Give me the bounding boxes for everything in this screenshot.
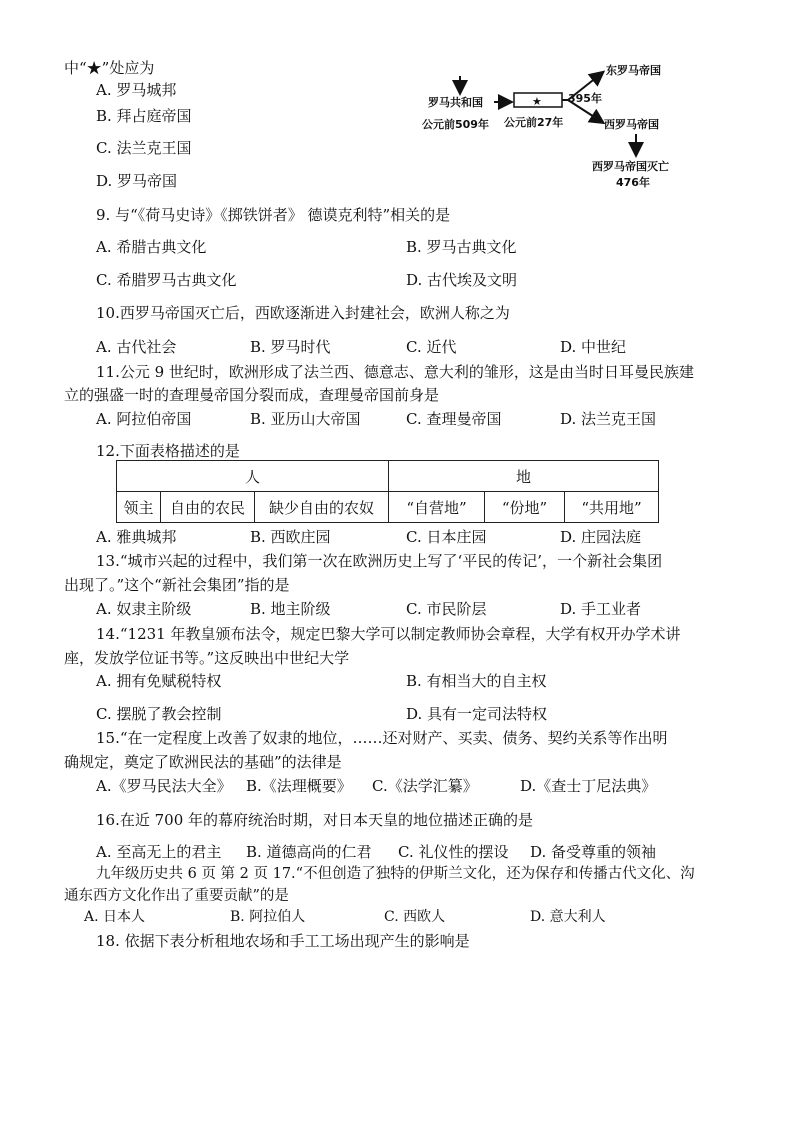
star-icon: ★	[532, 95, 542, 108]
q10-option-c: C. 近代	[406, 338, 457, 356]
table-cell: “自营地”	[389, 492, 485, 523]
q15-option-d: D.《查士丁尼法典》	[520, 777, 657, 795]
roman-timeline-diagram	[418, 56, 708, 196]
label-395: 395年	[568, 92, 602, 105]
q17-option-b: B. 阿拉伯人	[230, 909, 306, 925]
table-head-people: 人	[117, 461, 389, 492]
label-east-rome: 东罗马帝国	[606, 64, 661, 77]
q8-option-d: D. 罗马帝国	[96, 172, 178, 190]
q10-stem: 10.西罗马帝国灭亡后，西欧逐渐进入封建社会，欧洲人称之为	[96, 304, 510, 322]
q8-option-c: C. 法兰克王国	[96, 139, 192, 157]
q13-option-c: C. 市民阶层	[406, 600, 487, 618]
q17-option-c: C. 西欧人	[384, 909, 446, 925]
label-bc27: 公元前27年	[504, 116, 564, 129]
q14-stem-line1: 14.“1231 年教皇颁布法令，规定巴黎大学可以制定教师协会章程，大学有权开办学术讲	[96, 625, 681, 643]
q15-option-a: A.《罗马民法大全》	[96, 777, 232, 795]
q14-option-c: C. 摆脱了教会控制	[96, 705, 222, 723]
q16-option-c: C. 礼仪性的摆设	[398, 843, 509, 861]
q13-option-d: D. 手工业者	[560, 600, 642, 618]
q11-stem-line2: 立的强盛一时的查理曼帝国分裂而成，查理曼帝国前身是	[64, 386, 440, 404]
q13-option-a: A. 奴隶主阶级	[96, 600, 192, 618]
q8-stem: 中“★”处应为	[64, 59, 155, 77]
q10-option-b: B. 罗马时代	[250, 338, 331, 356]
q15-option-c: C.《法学汇纂》	[372, 777, 478, 795]
q14-option-d: D. 具有一定司法特权	[406, 705, 548, 723]
q13-stem-line2: 出现了。”这个“新社会集团”指的是	[64, 576, 290, 594]
q11-option-b: B. 亚历山大帝国	[250, 410, 361, 428]
q16-stem: 16.在近 700 年的幕府统治时期，对日本天皇的地位描述正确的是	[96, 811, 534, 829]
table-cell: 自由的农民	[161, 492, 255, 523]
q9-option-d: D. 古代埃及文明	[406, 271, 518, 289]
q17-option-a: A. 日本人	[84, 909, 146, 925]
q14-stem-line2: 座，发放学位证书等。”这反映出中世纪大学	[64, 649, 350, 667]
label-fall-year: 476年	[616, 176, 650, 189]
q11-stem-line1: 11.公元 9 世纪时，欧洲形成了法兰西、德意志、意大利的雏形，这是由当时日耳曼民族建	[96, 363, 694, 381]
q12-option-b: B. 西欧庄园	[250, 528, 331, 546]
table-cell: 缺少自由的农奴	[255, 492, 389, 523]
q15-stem-line2: 确规定，奠定了欧洲民法的基础”的法律是	[64, 753, 342, 771]
q17-stem-line2: 通东西方文化作出了重要贡献”的是	[64, 888, 289, 904]
page-footer-q17-line1: 九年级历史共 6 页 第 2 页 17.“不但创造了独特的伊斯兰文化，还为保存和传播古代文化、沟	[96, 866, 695, 882]
q12-option-d: D. 庄园法庭	[560, 528, 642, 546]
q15-stem-line1: 15.“在一定程度上改善了奴隶的地位，……还对财产、买卖、债务、契约关系等作出明	[96, 729, 668, 747]
q9-option-b: B. 罗马古典文化	[406, 238, 517, 256]
q15-option-b: B.《法理概要》	[246, 777, 352, 795]
q14-option-a: A. 拥有免赋税特权	[96, 672, 222, 690]
q14-option-b: B. 有相当大的自主权	[406, 672, 547, 690]
q12-option-c: C. 日本庄园	[406, 528, 487, 546]
q9-stem: 9. 与“《荷马史诗》《掷铁饼者》 德谟克利特”相关的是	[96, 206, 451, 224]
table-cell: “共用地”	[565, 492, 659, 523]
q16-option-a: A. 至高无上的君主	[96, 843, 222, 861]
q12-table	[116, 460, 659, 523]
table-cell: “份地”	[485, 492, 565, 523]
q13-option-b: B. 地主阶级	[250, 600, 331, 618]
q9-option-a: A. 希腊古典文化	[96, 238, 207, 256]
q13-stem-line1: 13.“城市兴起的过程中，我们第一次在欧洲历史上写了‘平民的传记’，一个新社会集团	[96, 552, 663, 570]
q8-option-a: A. 罗马城邦	[96, 81, 177, 99]
q16-option-b: B. 道德高尚的仁君	[246, 843, 372, 861]
q9-option-c: C. 希腊罗马古典文化	[96, 271, 237, 289]
q8-option-b: B. 拜占庭帝国	[96, 107, 192, 125]
q12-option-a: A. 雅典城邦	[96, 528, 177, 546]
q11-option-a: A. 阿拉伯帝国	[96, 410, 192, 428]
q18-stem: 18. 依据下表分析租地农场和手工工场出现产生的影响是	[96, 932, 470, 950]
q11-option-c: C. 查理曼帝国	[406, 410, 502, 428]
q12-stem: 12.下面表格描述的是	[96, 442, 240, 460]
table-head-land: 地	[389, 461, 659, 492]
q10-option-a: A. 古代社会	[96, 338, 177, 356]
label-fall: 西罗马帝国灭亡	[592, 160, 669, 173]
q16-option-d: D. 备受尊重的领袖	[530, 843, 657, 861]
q11-option-d: D. 法兰克王国	[560, 410, 657, 428]
label-bc509: 公元前509年	[422, 118, 489, 131]
table-cell: 领主	[117, 492, 161, 523]
q17-option-d: D. 意大利人	[530, 909, 606, 925]
label-republic: 罗马共和国	[428, 96, 483, 109]
q10-option-d: D. 中世纪	[560, 338, 627, 356]
label-west-rome: 西罗马帝国	[604, 118, 659, 131]
